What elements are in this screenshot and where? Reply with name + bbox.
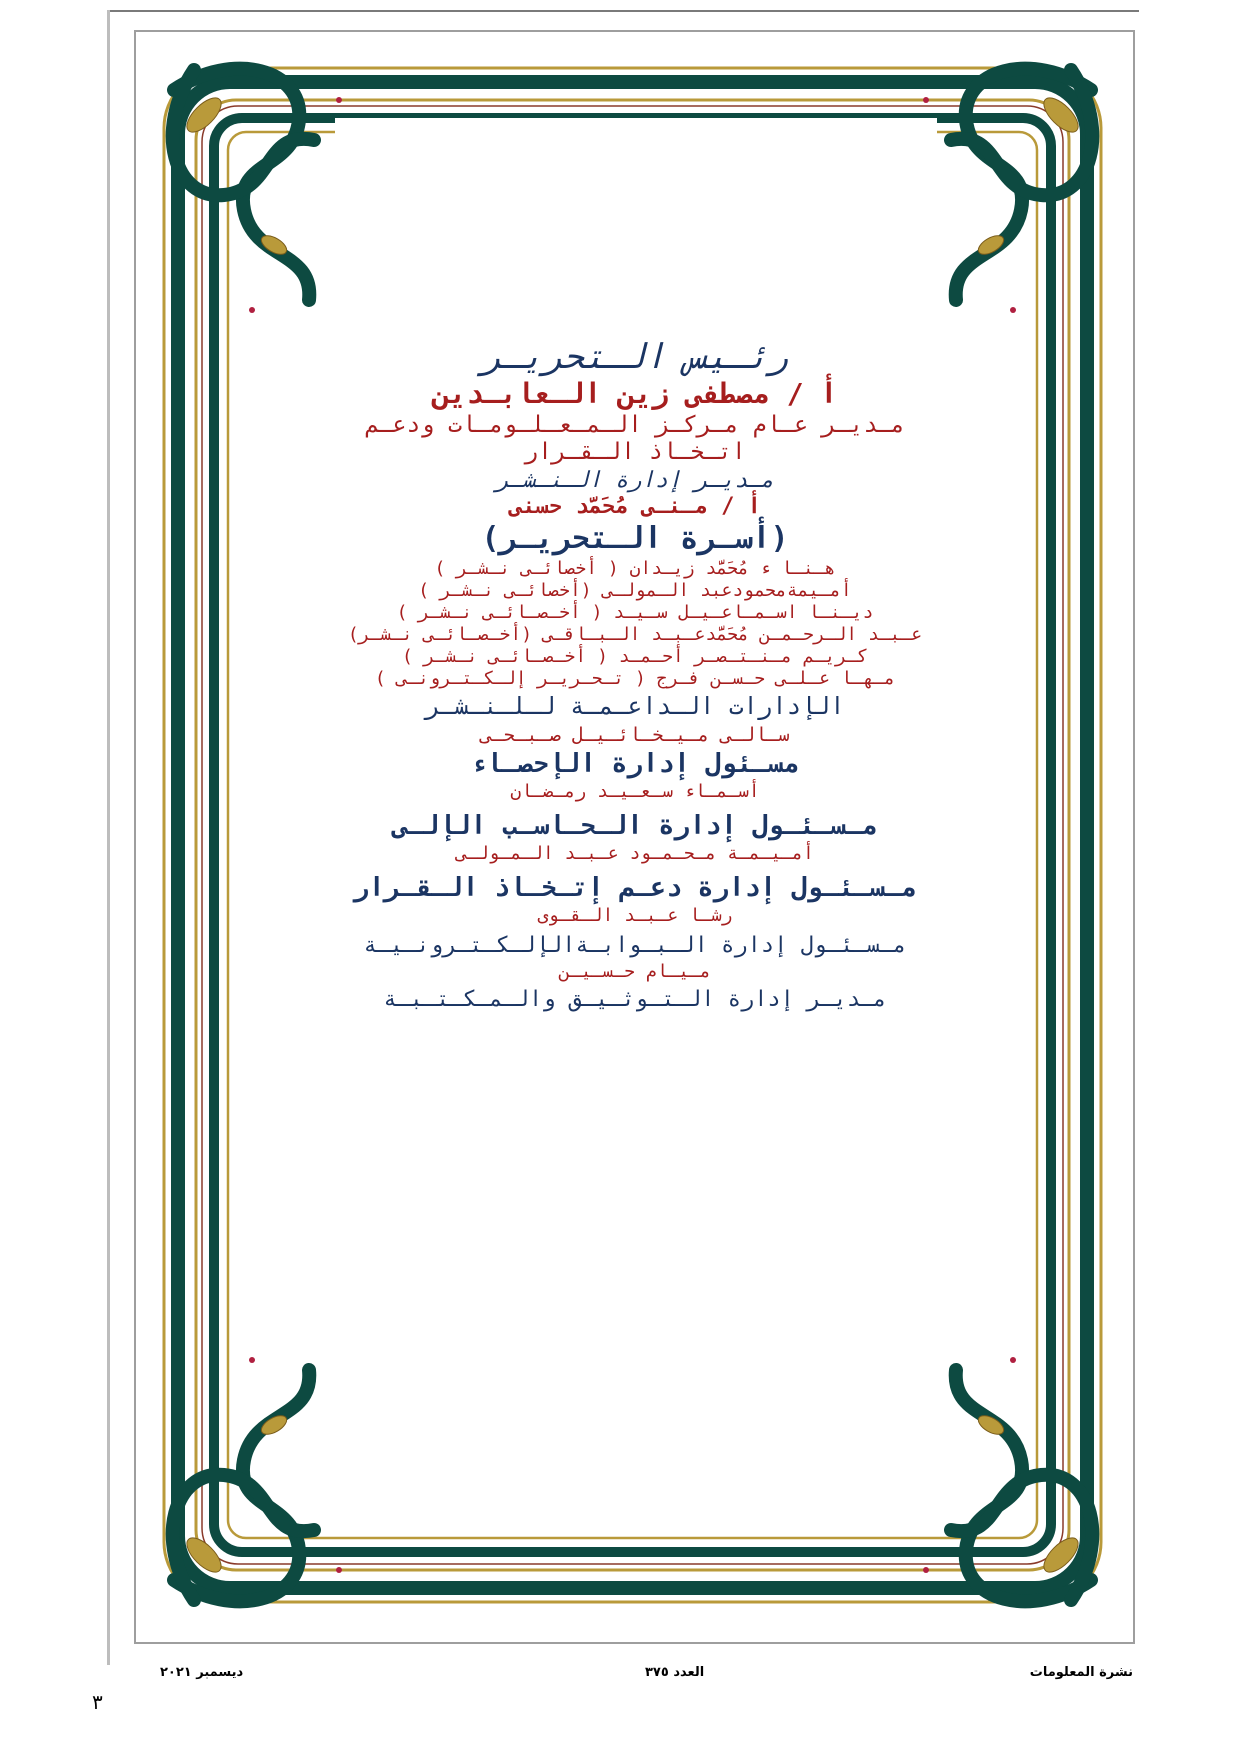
department-head-name: أمـيـمـة مـحـمـود عـبـد الـمـولـى bbox=[456, 843, 814, 864]
department-role: مـديـر إدارة الـتـوثـيـق والـمـكـتـبـة bbox=[383, 987, 887, 1012]
page-number: ٣ bbox=[92, 1690, 103, 1714]
support-departments-title: الإدارات الـداعـمـة لـلـنـشـر bbox=[425, 692, 845, 720]
editor-in-chief-title: رئـيس الـتحريـر bbox=[481, 337, 789, 377]
editor-in-chief-name: أ / مصطفى زين الـعابـدين bbox=[432, 377, 838, 410]
editor-role-line-2: اتـخـاذ الـقـرار bbox=[524, 439, 746, 465]
department-role: مسـئول إدارة الإحصـاء bbox=[470, 749, 800, 779]
inner-panel bbox=[335, 118, 937, 343]
member-item: ديـنـا اسـمـاعـيـل سـيـد ( أخـصـائـى نـشـر ) bbox=[396, 602, 874, 623]
department-head-name: مـيـام حـسـيـن bbox=[559, 961, 711, 982]
page-top-edge bbox=[107, 10, 1139, 12]
department-head-name: سـالـى مـيـخـائـيـل صـبـحـى bbox=[480, 724, 790, 746]
member-item: مـهـا عـلـى حـسـن فـرج ( تـحـريـر إلـكـتـرونـى ) bbox=[374, 668, 896, 689]
department-role: مـسـئـول إدارة الـحـاسـب الإلـى bbox=[392, 811, 878, 841]
department-head-name: رشـا عـبـد الـقـوى bbox=[537, 905, 733, 926]
member-item: أمـيمةمحمودعبد الـمولـى (أخصائـى نـشـر ) bbox=[418, 580, 852, 601]
member-item: عـبـد الـرحـمـن مُحَمَّدعـبـد الـبـاقـى (أخـصـائـى نـشـر) bbox=[347, 624, 923, 645]
editor-role-line-1: مـديـر عـام مـركـز الـمـعـلـومـات ودعـم bbox=[364, 412, 906, 438]
department-head-name: أسـمـاء سـعـيـد رمـضـان bbox=[510, 781, 760, 802]
footer-publication: نشرة المعلومات bbox=[1029, 1665, 1133, 1680]
member-item: كـريـم مـنـتـصـر أحـمـد ( أخـصـائـى نـشـر ) bbox=[402, 646, 868, 667]
publishing-director-title: مـديـر إدارة الـنـشـر bbox=[495, 468, 775, 493]
footer-date: ديسمبر ٢٠٢١ bbox=[160, 1665, 244, 1680]
member-item: هـنـا ء مُحَمَّد زيـدان ( أخصائـى نـشـر ) bbox=[434, 558, 836, 579]
footer-issue: العدد ٣٧٥ bbox=[645, 1665, 705, 1680]
department-role: مـسـئـول إدارة دعـم إتـخـاذ الـقـرار bbox=[353, 873, 917, 903]
masthead bbox=[330, 337, 940, 1012]
page-left-edge bbox=[107, 10, 110, 1665]
department-role: مـسـئـول إدارة الـبـوابـةالإلـكـتـرونـيـة bbox=[363, 933, 907, 958]
editorial-family-title: (أسـرة الـتحريـر) bbox=[481, 521, 789, 556]
publishing-director-name: أ / مـنـى مُحَمَّد حسنى bbox=[509, 494, 761, 519]
